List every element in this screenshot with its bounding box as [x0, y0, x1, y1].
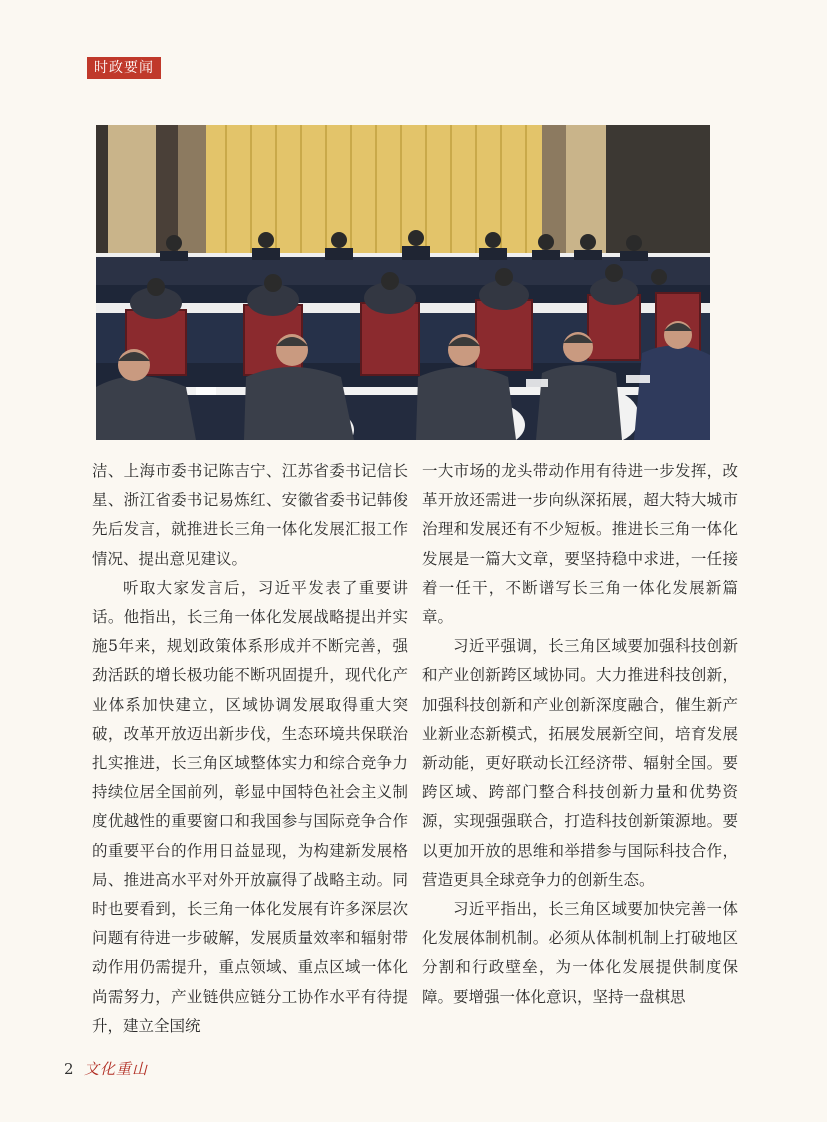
- paragraph: 洁、上海市委书记陈吉宁、江苏省委书记信长星、浙江省委书记易炼红、安徽省委书记韩俊先后发言，就推进长三角一体化发展汇报工作情况、提出意见建议。: [92, 462, 408, 568]
- magazine-logo: 文化重山: [84, 1060, 149, 1078]
- page-number: 2: [64, 1060, 74, 1078]
- paragraph: 习近平强调，长三角区域要加强科技创新和产业创新跨区域协同。大力推进科技创新，加强科技创新和产业创新深度融合，催生新产业新业态新模式，拓展发展新空间，培育发展新动能，更好联动长江经济带、辐射全国。要跨区域、跨部门整合科技创新力量和优势资源，实现强强联合，打造科技创新策源地。要以更加开放的思维和举措参与国际科技合作，营造更具全球竞争力的创新生态。: [422, 637, 738, 889]
- paragraph: 一大市场的龙头带动作用有待进一步发挥，改革开放还需进一步向纵深拓展，超大特大城市治理和发展还有不少短板。推进长三角一体化发展是一篇大文章，要坚持稳中求进，一任接着一任干，不断谱写长三角一体化发展新篇章。: [422, 462, 738, 627]
- article-left-column: [92, 457, 408, 1041]
- article-right-column: [422, 457, 738, 1012]
- paragraph: 习近平指出，长三角区域要加快完善一体化发展体制机制。必须从体制机制上打破地区分割和行政壁垒，为一体化发展提供制度保障。要增强一体化意识，坚持一盘棋思: [422, 900, 738, 1006]
- section-tag: 时政要闻: [87, 57, 161, 79]
- paragraph: 听取大家发言后，习近平发表了重要讲话。他指出，长三角一体化发展战略提出并实施5年来，规划政策体系形成并不断完善，强劲活跃的增长极功能不断巩固提升，现代化产业体系加快建立，区域协调发展取得重大突破，改革开放迈出新步伐，生态环境共保联治扎实推进，长三角区域整体实力和综合竞争力持续位居全国前列，彰显中国特色社会主义制度优越性的重要窗口和我国参与国际竞争合作的重要平台的作用日益显现，为构建新发展格局、推进高水平对外开放赢得了战略主动。同时也要看到，长三角一体化发展有许多深层次问题有待进一步破解，发展质量效率和辐射带动作用仍需提升，重点领域、重点区域一体化尚需努力，产业链供应链分工协作水平有待提升，建立全国统: [92, 578, 408, 1035]
- meeting-photo: [96, 125, 710, 440]
